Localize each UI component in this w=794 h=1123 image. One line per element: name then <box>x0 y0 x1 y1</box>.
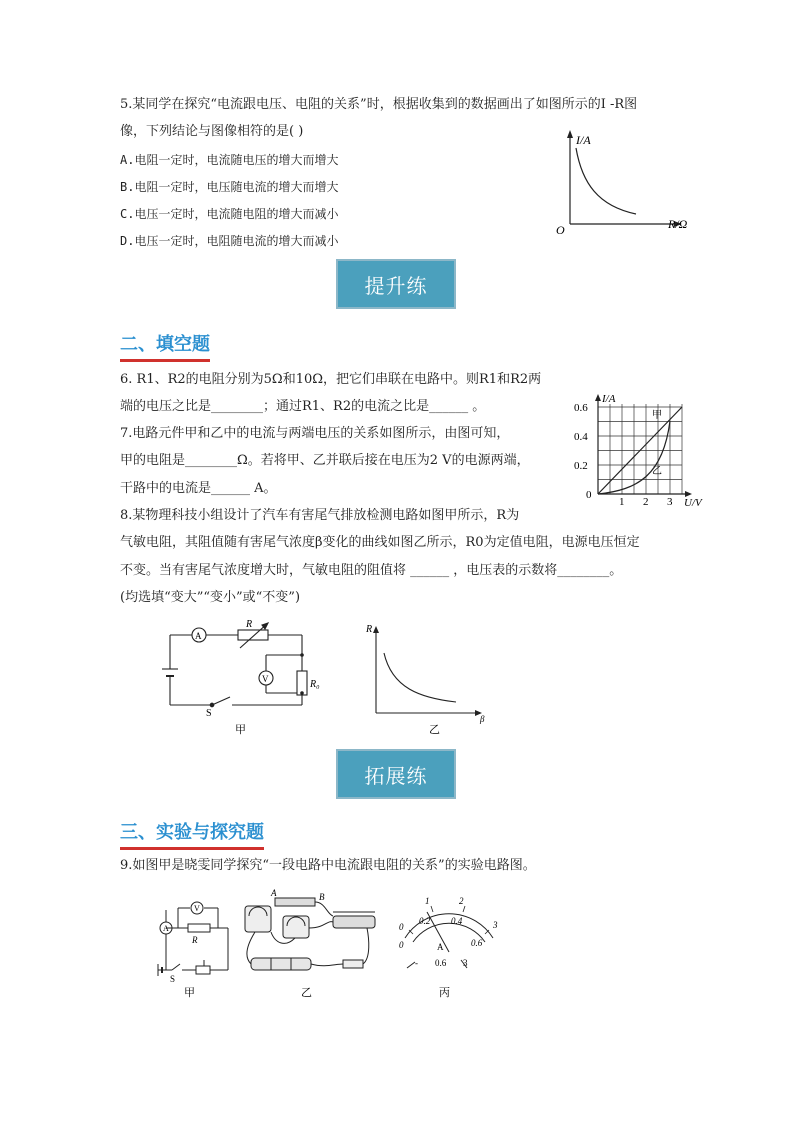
q9-caption-yi: 乙 <box>301 987 312 999</box>
q9-meter-outer-1: 1 <box>425 896 430 906</box>
q9-stem: 9.如图甲是晓雯同学探究“一段电路中电流跟电阻的关系”的实验电路图。 <box>120 858 536 873</box>
q8-line1: 8.某物理科技小组设计了汽车有害尾气排放检测电路如图甲所示，R为 <box>120 508 520 523</box>
q5-option-a: A.电阻一定时，电流随电压的增大而增大 <box>120 153 339 167</box>
q8-caption-yi: 乙 <box>429 724 440 736</box>
q7-graph-ylabel: I/A <box>602 393 616 405</box>
q9-meter-term-06: 0.6 <box>435 958 447 968</box>
banner-tisheng: 提升练 <box>336 259 456 309</box>
q9-meter-inner-06: 0.6 <box>471 938 483 948</box>
q9-caption-bing: 丙 <box>439 987 450 999</box>
q9-meter-term-minus: - <box>415 958 418 968</box>
q9-apparatus-yi <box>235 888 385 1000</box>
q5-stem-line2: 像，下列结论与图像相符的是( ) <box>120 124 304 139</box>
q5-option-b: B.电阻一定时，电压随电流的增大而增大 <box>120 180 339 194</box>
q8-ammeter-label: A <box>195 631 202 641</box>
q5-option-d: D.电压一定时，电阻随电流的增大而减小 <box>120 234 339 248</box>
q5-graph-origin: O <box>556 223 565 236</box>
q8-r0-label: R₀ <box>310 679 320 690</box>
q5-graph-ylabel: I/A <box>576 133 591 147</box>
q5-option-c: C.电压一定时，电流随电阻的增大而减小 <box>120 207 339 221</box>
q7-label-jia: 甲 <box>652 410 662 421</box>
section-experiment-title: 三、实验与探究题 <box>120 822 264 843</box>
q7-ytick-06: 0.6 <box>574 402 588 414</box>
section-underline <box>120 847 264 850</box>
q9-jia-voltmeter: V <box>194 904 200 913</box>
q9-ammeter-bing <box>385 890 505 1000</box>
q8-line2: 气敏电阻，其阻值随有害尾气浓度β变化的曲线如图乙所示，R0为定值电阻，电源电压恒定 <box>120 535 640 550</box>
q5-stem-line1: 5.某同学在探究“电流跟电压、电阻的关系”时，根据收集到的数据画出了如图所示的I -R图 <box>120 97 638 112</box>
q8-curve-yi <box>360 618 495 740</box>
q7-label-yi: 乙 <box>652 466 662 477</box>
q8-r-curve <box>384 653 456 702</box>
q6-line1: 6. R1、R2的电阻分别为5Ω和10Ω，把它们串联在电路中。则R1和R2两 <box>120 372 542 387</box>
section-underline <box>120 359 210 362</box>
q7-ytick-02: 0.2 <box>574 460 588 472</box>
q8-line3: 不变。当有害尾气浓度增大时，气敏电阻的阻值将 ______ ，电压表的示数将________。 <box>120 563 623 578</box>
q9-jia-r: R <box>192 935 198 945</box>
q9-meter-outer-3: 3 <box>493 920 498 930</box>
q9-meter-inner-0: 0 <box>399 940 404 950</box>
section-experiment <box>120 818 264 844</box>
q9-meter-outer-2: 2 <box>459 896 464 906</box>
q5-curve <box>576 148 636 214</box>
q7-line3: 干路中的电流是______ A。 <box>120 481 277 496</box>
q8-line4: (均选填“变大”“变小”或“不变”) <box>120 590 301 605</box>
q5-graph-xlabel: R/Ω <box>668 217 688 231</box>
q8-curve-ylabel: R <box>366 624 373 635</box>
q8-voltmeter-label: V <box>262 674 269 684</box>
q7-graph-xlabel: U/V <box>684 497 702 509</box>
q7-line2: 甲的电阻是________Ω。若将甲、乙并联后接在电压为2 V的电源两端， <box>120 453 530 468</box>
q7-iu-graph <box>568 390 713 510</box>
q9-meter-inner-02: 0.2 <box>419 916 431 926</box>
section-fill-blank-title: 二、填空题 <box>120 334 210 355</box>
section-fill-blank <box>120 330 210 356</box>
q8-curve-xlabel: β <box>480 714 485 724</box>
q8-caption-jia: 甲 <box>235 724 246 736</box>
q8-switch-label: S <box>206 708 212 719</box>
banner-tuozhan: 拓展练 <box>336 749 456 799</box>
q9-caption-jia: 甲 <box>184 987 195 999</box>
q9-yi-a: A <box>271 888 277 898</box>
q7-xtick-3: 3 <box>667 496 673 508</box>
q8-circuit-jia <box>150 615 340 740</box>
q9-circuit-jia <box>148 890 238 1000</box>
q9-meter-outer-0: 0 <box>399 922 404 932</box>
q7-line1: 7.电路元件甲和乙中的电流与两端电压的关系如图所示，由图可知， <box>120 426 510 441</box>
q9-meter-unit: A <box>437 942 444 952</box>
q7-xtick-1: 1 <box>619 496 625 508</box>
q9-yi-b: B <box>319 892 325 902</box>
q7-ytick-04: 0.4 <box>574 431 588 443</box>
q8-r-label: R <box>246 619 253 630</box>
q6-line2: 端的电压之比是________；通过R1、R2的电流之比是______ 。 <box>120 399 486 414</box>
q9-jia-ammeter: A <box>163 924 169 933</box>
q9-meter-term-3: 3 <box>463 958 468 968</box>
q9-jia-s: S <box>170 974 176 984</box>
q7-xtick-2: 2 <box>643 496 649 508</box>
q7-ytick-0: 0 <box>586 489 592 501</box>
q5-ir-graph <box>550 128 700 236</box>
q9-meter-inner-04: 0.4 <box>451 916 463 926</box>
